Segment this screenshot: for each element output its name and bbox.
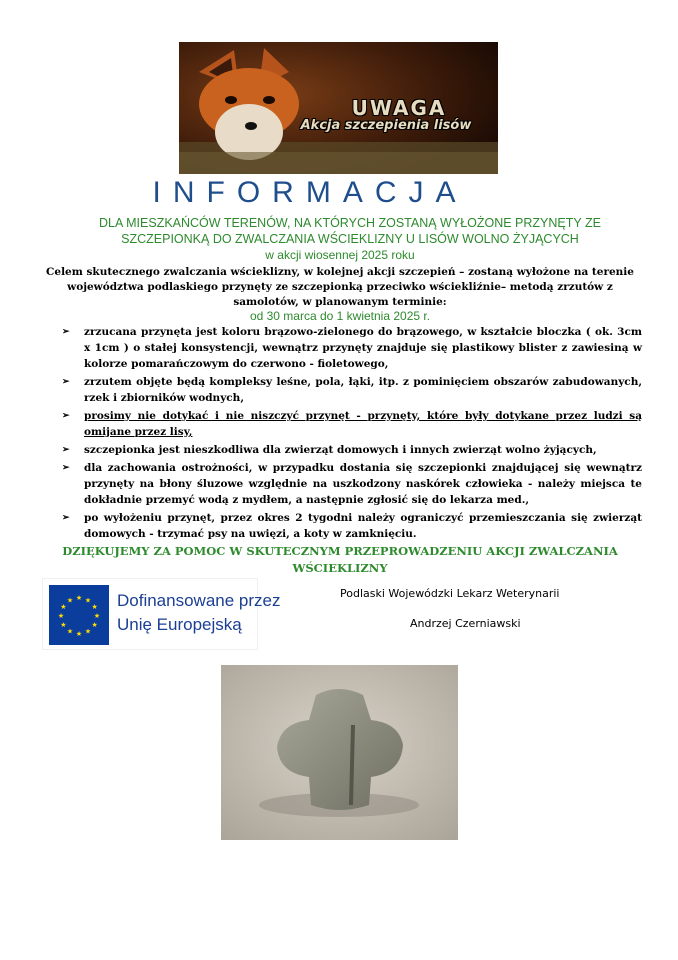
eu-funding-logo (42, 578, 281, 650)
svg-text:★: ★ (60, 603, 67, 611)
arrow-bullet-icon: ➢ (62, 513, 70, 523)
svg-text:★: ★ (57, 612, 65, 620)
list-item: ➢ szczepionka jest nieszkodliwa dla zwierząt domowych i innych zwierząt wolno żyjących, (62, 444, 597, 456)
svg-text:★: ★ (91, 621, 98, 629)
list-item: ➢ po wyłożeniu przynęt, przez okres 2 tygodni należy ograniczyć przemieszczania się zwierząt domowych - trzymać psy na uwięzi, a koty w zamknięciu. (62, 512, 642, 540)
banner-subtitle: Akcja szczepienia lisów (300, 118, 472, 133)
bait-photo (221, 665, 458, 840)
arrow-bullet-icon: ➢ (62, 463, 70, 473)
list-item: ➢ zrzutem objęte będą kompleksy leśne, pola, łąki, itp. z pominięciem obszarów zabudowanych, rzek i zbiorników wodnych, (62, 376, 642, 404)
svg-text:★: ★ (66, 596, 74, 605)
svg-text:★: ★ (75, 630, 83, 638)
page-heading: INFORMACJA (152, 176, 468, 209)
signature-title: Podlaski Wojewódzki Lekarz Weterynarii (340, 587, 560, 600)
arrow-bullet-icon: ➢ (62, 445, 70, 455)
svg-text:★: ★ (60, 621, 67, 629)
svg-text:★: ★ (84, 627, 92, 636)
list-item: ➢ zrzucana przynęta jest koloru brązowo-zielonego do brązowego, w kształcie bloczka ( ok. 3cm x 1cm ) o stałej konsystencji, wewnątrz przynęty znajduje się plastikowy blister z zawiesiną w kolorze pomarańczowym do czerwono - fioletowego, (62, 326, 642, 370)
svg-text:★: ★ (91, 603, 98, 611)
bait-illustration (221, 665, 458, 840)
thanks-note: DZIĘKUJEMY ZA POMOC W SKUTECZNYM PRZEPROWADZENIU AKCJI ZWALCZANIA WŚCIEKLIZNY (62, 544, 618, 575)
subheading: DLA MIESZKAŃCÓW TERENÓW, NA KTÓRYCH ZOSTANĄ WYŁOŻONE PRZYNĘTY ZE SZCZEPIONKĄ DO ZWALCZANIA WŚCIEKLIZNY U LISÓW WOLNO ŻYJĄCYCH (99, 216, 601, 246)
info-list (62, 324, 642, 544)
signature-name: Andrzej Czerniawski (410, 617, 521, 630)
arrow-bullet-icon: ➢ (62, 377, 70, 387)
fox-banner-image (179, 42, 498, 174)
banner-title: UWAGA (351, 96, 447, 120)
svg-text:★: ★ (66, 627, 74, 636)
svg-text:★: ★ (75, 594, 83, 602)
campaign-dates: od 30 marca do 1 kwietnia 2025 r. (249, 309, 431, 323)
eu-line-2: Unię Europejską (117, 615, 242, 634)
list-item: ➢ dla zachowania ostrożności, w przypadku dostania się szczepionki znajdującej się wewnątrz przynęty na błony śluzowe względnie na uszkodzony naskórek człowieka - należy miejsca te dokładnie przemyć wodą z mydłem, a następnie zgłosić się do lekarza med., (62, 462, 642, 506)
intro-paragraph: Celem skutecznego zwalczania wścieklizny, w kolejnej akcji szczepień – zostaną wyłożone na terenie województwa podlaskiego przynęty ze szczepionką przeciwko wściekliźnie– metodą zrzutów z samolotów, w planowanym terminie: (46, 266, 634, 308)
list-item: ➢ prosimy nie dotykać i nie niszczyć przynęt - przynęty, które były dotykane przez ludzi są omijane przez lisy, (62, 410, 642, 438)
eu-flag-icon (49, 585, 109, 645)
campaign-line: w akcji wiosennej 2025 roku (265, 248, 415, 262)
arrow-bullet-icon: ➢ (62, 327, 70, 337)
eu-line-1: Dofinansowane przez (117, 591, 281, 610)
svg-text:★: ★ (84, 596, 92, 605)
svg-text:★: ★ (93, 612, 101, 620)
eu-funding-text (117, 589, 280, 637)
arrow-bullet-icon: ➢ (62, 411, 70, 421)
